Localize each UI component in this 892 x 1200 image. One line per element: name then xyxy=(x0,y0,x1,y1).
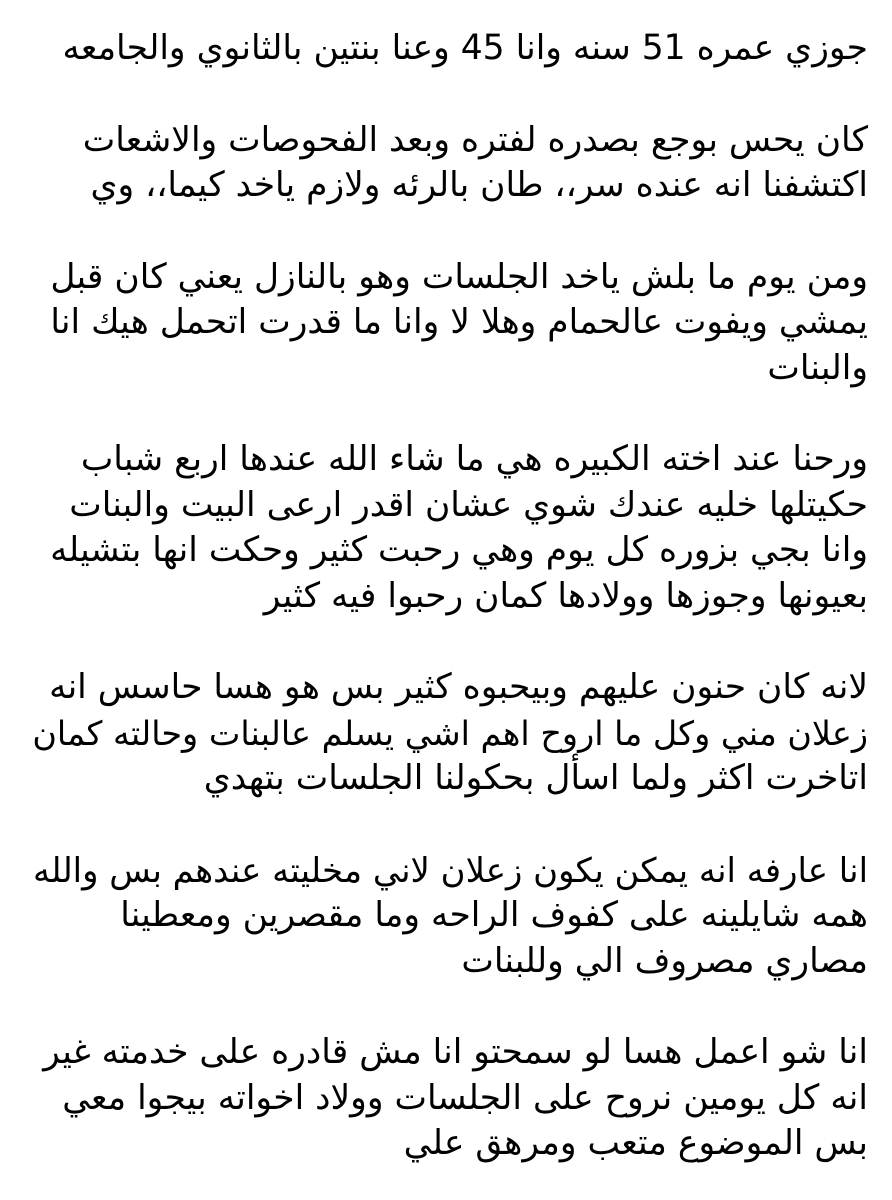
paragraph-7 xyxy=(28,1030,868,1167)
text-line: بعيونها وجوزها وولادها كمان رحبوا فيه كثير xyxy=(263,575,868,616)
text-line: حكيتلها خليه عندك شوي عشان اقدر ارعى البيت والبنات xyxy=(69,484,868,525)
text-line: انا عارفه انه يمكن يكون زعلان لاني مخليته عندهم بس والله xyxy=(32,850,868,890)
paragraph-2 xyxy=(28,118,868,209)
text-line: لانه كان حنون عليهم وبيحبوه كثير بس هو هسا حاسس انه xyxy=(49,667,868,707)
text-line: بس الموضوع متعب ومرهق علي xyxy=(403,1123,868,1163)
paragraph-4 xyxy=(28,437,868,619)
text-line: زعلان مني وكل ما اروح اهم اشي يسلم عالبنات وحالته كمان xyxy=(32,713,868,753)
text-line: انا شو اعمل هسا لو سمحتو انا مش قادره على خدمته غير xyxy=(43,1032,868,1072)
paragraph-1 xyxy=(28,26,868,72)
text-line: جوزي عمره 51 سنه وانا 45 وعنا بنتين بالثانوي والجامعه xyxy=(62,28,868,68)
text-line: اتاخرت اكثر ولما اسأل بحكولنا الجلسات بتهدي xyxy=(203,758,868,798)
text-line: والبنات xyxy=(767,347,868,388)
paragraph-6 xyxy=(28,848,868,985)
paragraph-5 xyxy=(28,665,868,802)
text-line: كان يحس بوجع بصدره لفتره وبعد الفحوصات والاشعات xyxy=(82,119,868,160)
text-line: اكتشفنا انه عنده سر،، طان بالرئه ولازم ياخد كيما،، وي xyxy=(90,165,868,205)
text-line: همه شايلينه على كفوف الراحه وما مقصرين ومعطينا xyxy=(120,895,868,935)
text-line: ورحنا عند اخته الكبيره هي ما شاء الله عندها اربع شباب xyxy=(80,439,868,479)
text-line: انه كل يومين نروح على الجلسات وولاد اخواته بيجوا معي xyxy=(62,1077,868,1118)
paragraph-3 xyxy=(28,255,868,392)
text-line: وانا بجي بزوره كل يوم وهي رحبت كثير وحكت انها بتشيله xyxy=(50,530,868,570)
text-line: مصاري مصروف الي وللبنات xyxy=(461,940,868,981)
text-line: يمشي ويفوت عالحمام وهلا لا وانا ما قدرت اتحمل هيك انا xyxy=(50,302,868,342)
text-line: ومن يوم ما بلش ياخد الجلسات وهو بالنازل يعني كان قبل xyxy=(50,256,868,297)
